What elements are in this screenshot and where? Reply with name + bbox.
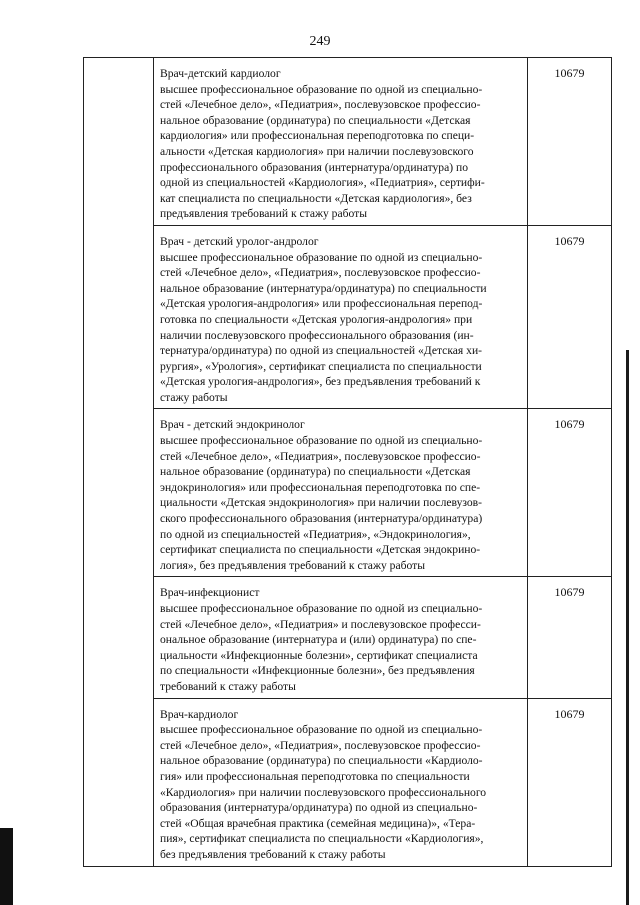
- position-requirements: высшее профессиональное образование по одной из специально- стей «Лечебное дело», «Педиатрия», послевузовское профессио- нальное образование (ординатура) по специальности «Детская эндокринология» или профессиональная переподготовка по спе- циальности «Детская эндокринология» при наличии послевузов- ского профессионального образования (интернатура/ординатура) по одной из специальностей «Педиатрия», «Эндокринология», сертификат специалиста по специальности «Детская эндокрино- логия», без предъявления требований к стажу работы: [160, 434, 483, 572]
- scan-corner-mark: [0, 828, 13, 905]
- position-code: 10679: [528, 58, 612, 226]
- position-requirements: высшее профессиональное образование по одной из специально- стей «Лечебное дело», «Педиатрия», послевузовское профессио- нальное образование (интернатура/ординатура) по специальности «Детская урология-андрология» или профессиональная перепод- готовка по специальности «Детская урология-андрология» при наличии послевузовского профессионального образования (ин- тернатура/ординатура) по одной из специальностей «Детская хи- рургия», «Урология», сертификат специалиста по специальности «Детская урология-андрология», без предъявления требований к стажу работы: [160, 250, 487, 404]
- position-code: 10679: [528, 225, 612, 409]
- table-row: [84, 577, 612, 698]
- table-row: [84, 409, 612, 577]
- position-title: Врач-инфекционист: [160, 586, 260, 600]
- position-description-cell: [154, 409, 528, 577]
- position-title: Врач - детский эндокринолог: [160, 418, 305, 432]
- position-title: Врач-кардиолог: [160, 707, 239, 721]
- position-description-cell: [154, 698, 528, 866]
- table-row: [84, 698, 612, 866]
- position-requirements: высшее профессиональное образование по одной из специально- стей «Лечебное дело», «Педиатрия», послевузовское профессио- нальное образование (ординатура) по специальности «Кардиоло- гия» или профессиональная переподготовка по специальности «Кардиология» при наличии послевузовского профессионального образования (интернатура/ординатура) по одной из специально- стей «Общая врачебная практика (семейная медицина)», «Тера- пия», сертификат специалиста по специальности «Кардиология», без предъявления требований к стажу работы: [160, 723, 487, 861]
- page-number: 249: [309, 34, 331, 49]
- position-description-cell: [154, 225, 528, 409]
- position-code: 10679: [528, 698, 612, 866]
- position-description-cell: [154, 577, 528, 698]
- position-title: Врач - детский уролог-андролог: [160, 234, 319, 248]
- table-row: [84, 225, 612, 409]
- table-row: [84, 58, 612, 226]
- position-requirements: высшее профессиональное образование по одной из специально- стей «Лечебное дело», «Педиатрия», послевузовское профессио- нальное образование (ординатура) по специальности «Детская кардиология» или профессиональная переподготовка по специ- альности «Детская кардиология» при наличии послевузовского профессионального образования (интернатура/ординатура) по одной из специальностей «Кардиология», «Педиатрия», сертифи- кат специалиста по специальности «Детская кардиология», без предъявления требований к стажу работы: [160, 82, 485, 221]
- position-code: 10679: [528, 409, 612, 577]
- position-requirements: высшее профессиональное образование по одной из специально- стей «Лечебное дело», «Педиатрия» и послевузовское професси- ональное образование (интернатура и (или) ординатура) по спе- циальности «Инфекционные болезни», сертификат специалиста по специальности «Инфекционные болезни», без предъявления требований к стажу работы: [160, 602, 483, 693]
- scan-margin-line: [626, 350, 629, 905]
- group-cell: [84, 58, 154, 867]
- position-title: Врач-детский кардиолог: [160, 67, 281, 80]
- position-description-cell: [154, 58, 528, 226]
- position-code: 10679: [528, 577, 612, 698]
- qualification-table: [83, 57, 612, 867]
